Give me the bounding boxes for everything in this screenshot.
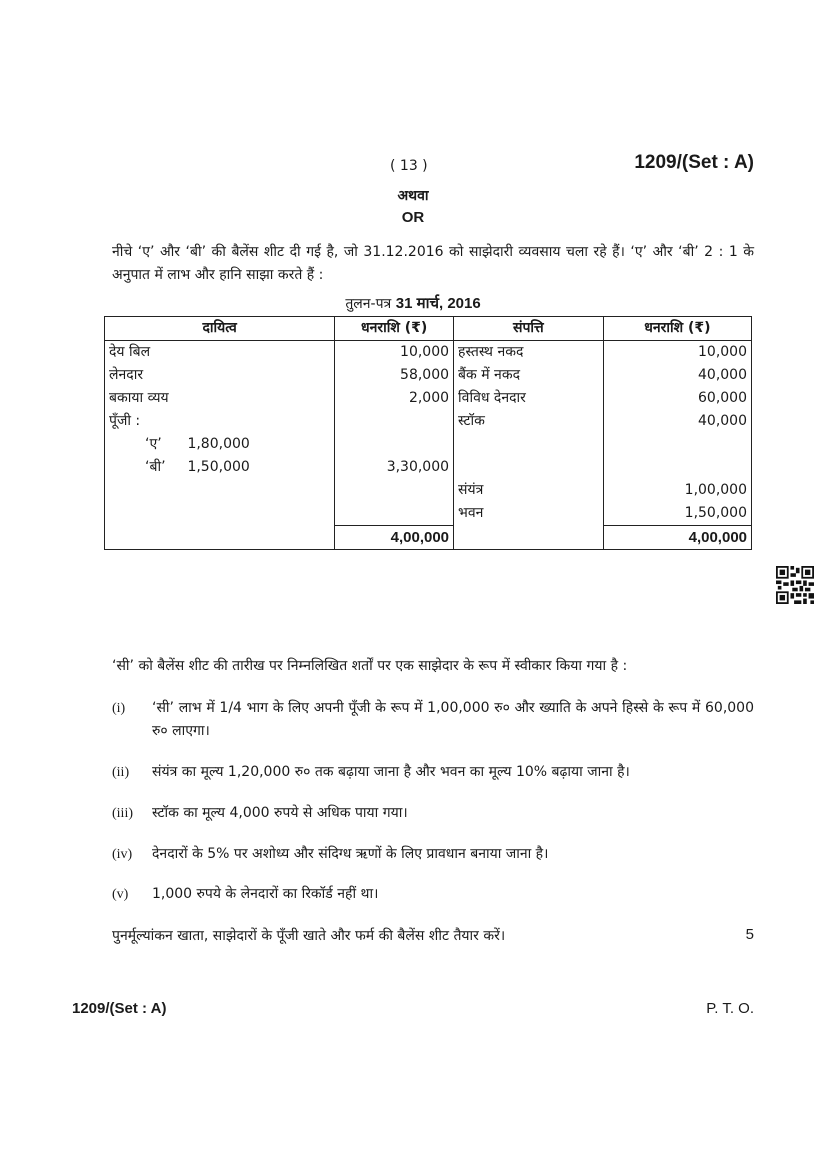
liability-amount-cell: 10,000	[335, 341, 454, 365]
liability-cell: पूँजी :	[105, 410, 335, 433]
asset-amount-cell: 10,000	[603, 341, 751, 365]
table-row	[105, 341, 752, 365]
set-code-footer: 1209/(Set : A)	[72, 1000, 167, 1017]
capital-total-cell: 3,30,000	[335, 456, 454, 479]
qr-code-icon	[776, 566, 814, 604]
condition-number: (ii)	[112, 765, 130, 780]
pto-label: P. T. O.	[706, 1000, 754, 1017]
header-l-amount: धनराशि (₹)	[335, 317, 454, 341]
liability-amount-cell: 58,000	[335, 364, 454, 387]
condition-number: (iii)	[112, 806, 133, 821]
balance-sheet-table	[104, 316, 752, 550]
total-liabilities-cell: 4,00,000	[335, 526, 454, 550]
capital-a-name: ‘ए’	[145, 436, 162, 452]
condition-item	[112, 697, 754, 743]
condition-item	[112, 761, 754, 784]
balance-sheet-title	[0, 293, 826, 313]
capital-b-name: ‘बी’	[145, 459, 166, 475]
table-row	[105, 433, 752, 456]
marks: 5	[745, 926, 754, 943]
liability-cell: लेनदार	[105, 364, 335, 387]
asset-amount-cell: 60,000	[603, 387, 751, 410]
header-a-amount: धनराशि (₹)	[603, 317, 751, 341]
header-liabilities: दायित्व	[105, 317, 335, 341]
question-intro: नीचे ‘ए’ और ‘बी’ की बैलेंस शीट दी गई है, जो 31.12.2016 को साझेदारी व्यवसाय चला रहे हैं। ‘ए’ और ‘बी’ 2 : 1 के अनुपात में लाभ और हानि साझा करते हैं :	[112, 244, 754, 283]
table-row	[105, 387, 752, 410]
condition-number: (i)	[112, 701, 126, 716]
building-amount-cell: 1,50,000	[603, 502, 751, 526]
table-row	[105, 364, 752, 387]
plant-amount-cell: 1,00,000	[603, 479, 751, 502]
liability-cell: देय बिल	[105, 341, 335, 365]
athva-heading: अथवा	[397, 188, 429, 204]
plant-cell: संयंत्र	[454, 479, 604, 502]
total-row	[105, 526, 752, 550]
capital-a-cell	[105, 433, 335, 456]
condition-text: ‘सी’ लाभ में 1/4 भाग के लिए अपनी पूँजी के रूप में 1,00,000 रु० और ख्याति के अपने हिस्से के रूप में 60,000 रु० लाएगा।	[152, 700, 754, 739]
asset-cell: हस्तस्थ नकद	[454, 341, 604, 365]
asset-amount-cell: 40,000	[603, 364, 751, 387]
asset-cell: विविध देनदार	[454, 387, 604, 410]
table-row	[105, 502, 752, 526]
condition-text: संयंत्र का मूल्य 1,20,000 रु० तक बढ़ाया जाना है और भवन का मूल्य 10% बढ़ाया जाना है।	[152, 764, 630, 780]
table-row	[105, 410, 752, 433]
liability-amount-cell: 2,000	[335, 387, 454, 410]
header-assets: संपत्ति	[454, 317, 604, 341]
capital-b-cell	[105, 456, 335, 479]
total-assets-cell: 4,00,000	[603, 526, 751, 550]
set-code-header: 1209/(Set : A)	[634, 152, 754, 173]
page-number: ( 13 )	[390, 158, 428, 174]
final-instruction: पुनर्मूल्यांकन खाता, साझेदारों के पूँजी खाते और फर्म की बैलेंस शीट तैयार करें।	[112, 928, 506, 944]
capital-a-amount: 1,80,000	[187, 436, 250, 452]
condition-item	[112, 843, 754, 866]
balance-sheet-title-date: 31 मार्च, 2016	[395, 295, 481, 312]
condition-text: स्टॉक का मूल्य 4,000 रुपये से अधिक पाया गया।	[152, 805, 408, 821]
balance-sheet-title-prefix: तुलन-पत्र	[345, 296, 392, 312]
asset-cell: बैंक में नकद	[454, 364, 604, 387]
table-row	[105, 479, 752, 502]
condition-number: (iv)	[112, 847, 133, 862]
condition-number: (v)	[112, 887, 129, 902]
asset-cell: स्टॉक	[454, 410, 604, 433]
table-header-row	[105, 317, 752, 341]
building-cell: भवन	[454, 502, 604, 526]
or-heading: OR	[401, 209, 425, 226]
condition-item	[112, 883, 754, 906]
condition-item	[112, 802, 754, 825]
condition-text: 1,000 रुपये के लेनदारों का रिकॉर्ड नहीं था।	[152, 886, 379, 902]
conditions-intro: ‘सी’ को बैलेंस शीट की तारीख पर निम्नलिखित शर्तों पर एक साझेदार के रूप में स्वीकार किया गया है :	[112, 658, 628, 674]
liability-amount-cell	[335, 410, 454, 433]
asset-amount-cell: 40,000	[603, 410, 751, 433]
table-row	[105, 456, 752, 479]
liability-cell: बकाया व्यय	[105, 387, 335, 410]
condition-text: देनदारों के 5% पर अशोध्य और संदिग्ध ऋणों के लिए प्रावधान बनाया जाना है।	[152, 846, 549, 862]
capital-b-amount: 1,50,000	[187, 459, 250, 475]
